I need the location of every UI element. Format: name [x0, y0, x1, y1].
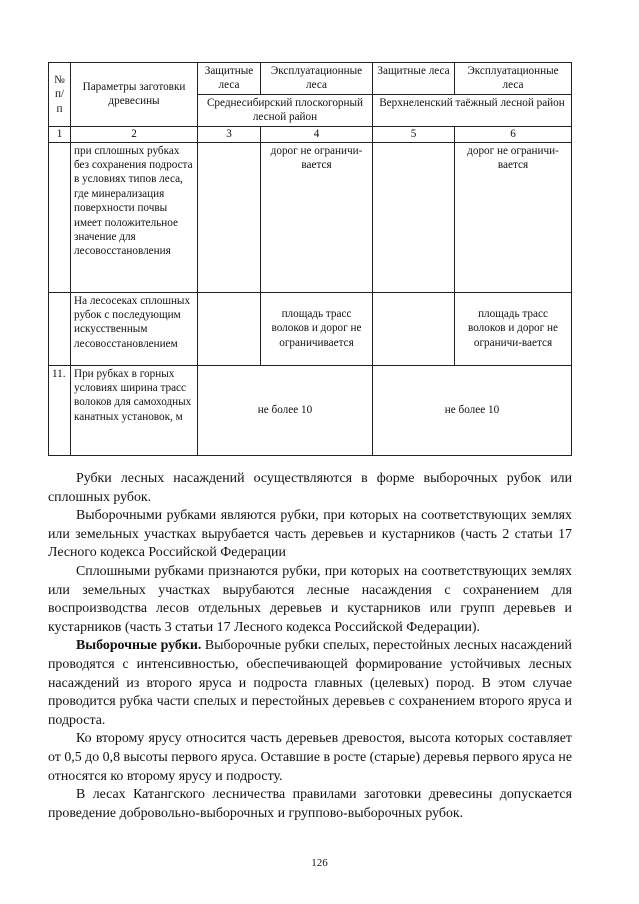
header-protective-1: Защитные леса	[198, 63, 261, 95]
row-value-region-1: не более 10	[198, 365, 373, 455]
header-num: № п/ п	[49, 63, 71, 127]
paragraph: Сплошными рубками признаются рубки, при которых на соответствующих землях или земельных участках вырубаются лесные насаждения с сохранением для воспроизводства лесов отдельных деревьев и кустарников или групп деревьев и кустарников (часть 3 статьи 17 Лесного кодекса Российской Федерации).	[48, 563, 572, 635]
paragraph: Ко второму ярусу относится часть деревьев древостоя, высота которых составляет от 0,5 до 0,8 высоты первого яруса. Оставшие в росте (старые) деревья первого яруса не относятся ко второму ярусу и подросту.	[48, 731, 572, 784]
paragraph-heading: Выборочные рубки.	[76, 638, 202, 654]
body-text	[48, 470, 572, 823]
row-param: при сплошных рубках без сохранения подроста в условиях типов леса, где минерализация поверхности почвы имеет положительное значение для лесовосстановления	[71, 142, 198, 292]
col-number: 1	[49, 126, 71, 142]
row-cell-3	[198, 142, 261, 292]
page-number: 126	[311, 857, 328, 869]
row-value-region-2: не более 10	[373, 365, 572, 455]
paragraph: Выборочными рубками являются рубки, при которых на соответствующих землях или земельных участках вырубается часть деревьев и кустарников (часть 2 статьи 17 Лесного кодекса Российской Федерации	[48, 508, 572, 561]
row-num	[49, 142, 71, 292]
row-param: При рубках в горных условиях ширина трасс волоков для самоходных канатных установок, м	[71, 365, 198, 455]
paragraph-selective-cutting	[48, 637, 572, 730]
paragraph: В лесах Катангского лесничества правилами заготовки древесины допускается проведение добровольно-выборочных и группово-выборочных рубок.	[48, 787, 572, 821]
table-row	[49, 292, 572, 365]
row-num: 11.	[49, 365, 71, 455]
timber-harvest-parameters-table	[48, 62, 572, 456]
header-region-1: Среднесибирский плоскогорный лесной район	[198, 94, 373, 126]
table-header-row	[49, 63, 572, 95]
header-region-2: Верхнеленский таёжный лесной район	[373, 94, 572, 126]
header-params: Параметры заготовки древесины	[71, 63, 198, 127]
table-row	[49, 365, 572, 455]
row-cell-4: площадь трасс волоков и дорог не ограничивается	[261, 292, 373, 365]
col-number: 5	[373, 126, 455, 142]
row-cell-4: дорог не ограничи-вается	[261, 142, 373, 292]
col-number: 3	[198, 126, 261, 142]
row-param: На лесосеках сплошных рубок с последующим искусственным лесовосстановлением	[71, 292, 198, 365]
paragraph: Рубки лесных насаждений осуществляются в форме выборочных рубок или сплошных рубок.	[48, 471, 572, 505]
row-cell-6: площадь трасс волоков и дорог не ограничи-вается	[455, 292, 572, 365]
header-exploitation-2: Эксплуатационные леса	[455, 63, 572, 95]
col-number: 4	[261, 126, 373, 142]
row-cell-5	[373, 292, 455, 365]
column-number-row	[49, 126, 572, 142]
row-cell-5	[373, 142, 455, 292]
row-num	[49, 292, 71, 365]
col-number: 6	[455, 126, 572, 142]
paragraph-text: Выборочные рубки спелых, перестойных лесных насаждений проводятся с интенсивностью, обеспечивающей формирование устойчивых лесных насаждений из второго яруса и подроста главных (целевых) пород. В этом случае проводится рубка части спелых и перестойных деревьев с сохранением второго яруса и подроста.	[48, 638, 572, 728]
row-cell-6: дорог не ограничи-вается	[455, 142, 572, 292]
table-row	[49, 142, 572, 292]
header-exploitation-1: Эксплуатационные леса	[261, 63, 373, 95]
header-protective-2: Защитные леса	[373, 63, 455, 95]
col-number: 2	[71, 126, 198, 142]
row-cell-3	[198, 292, 261, 365]
